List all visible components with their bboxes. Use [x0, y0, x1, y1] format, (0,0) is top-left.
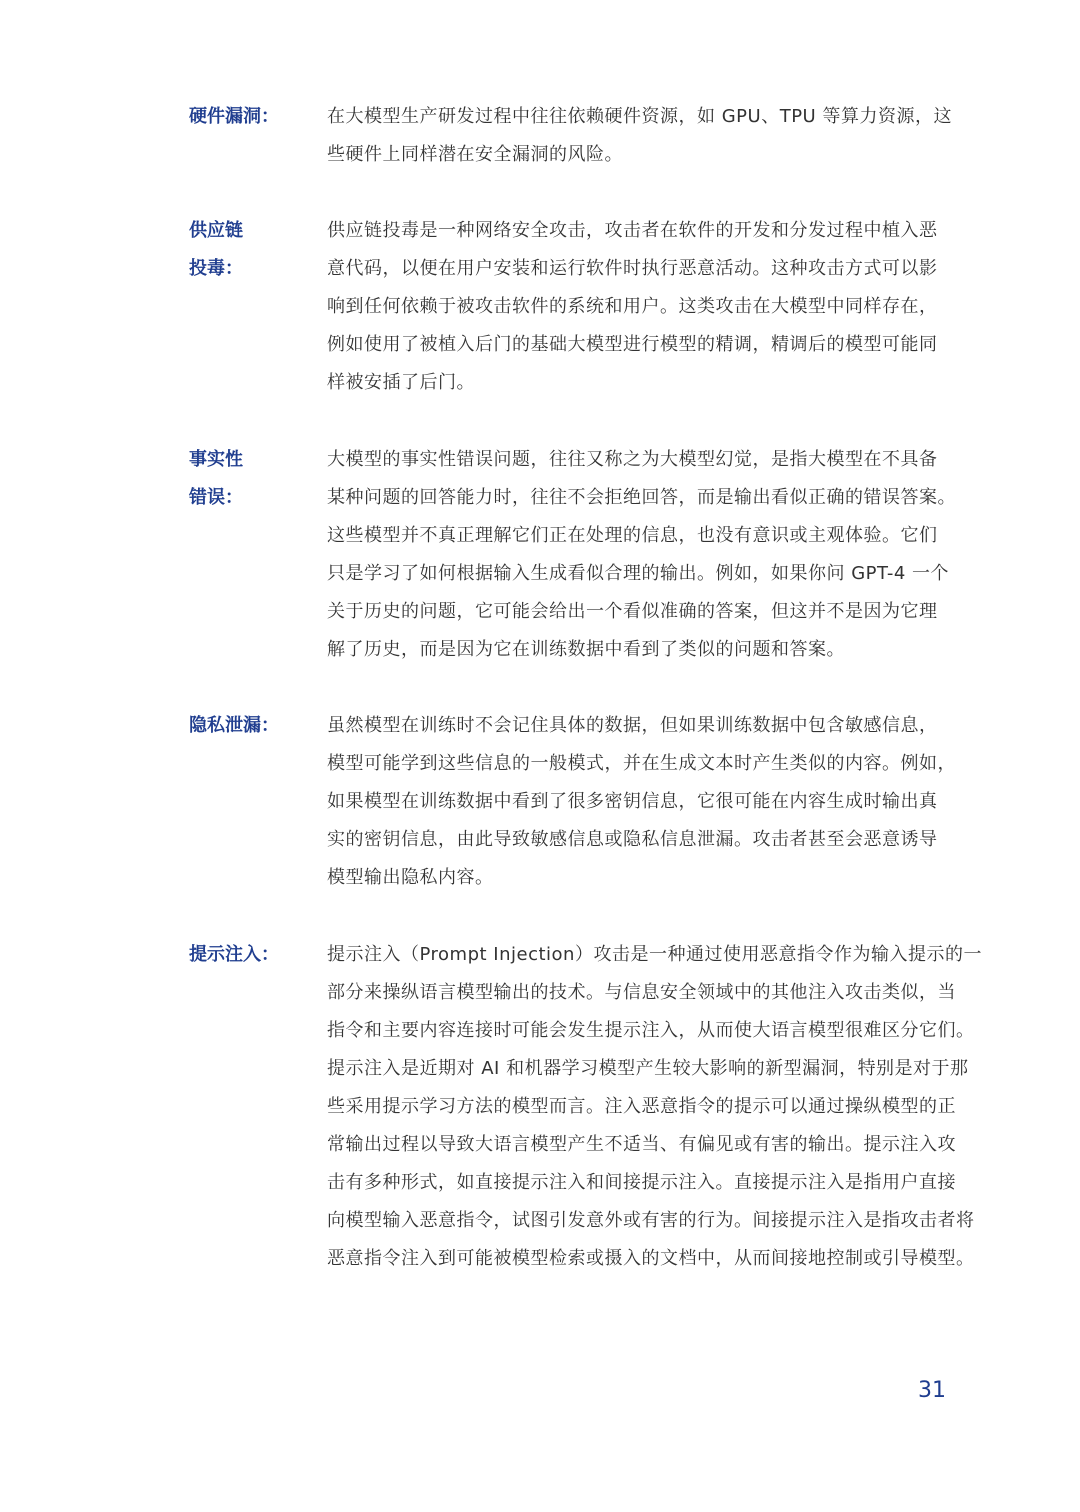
term-line: 提示注入：: [189, 944, 279, 965]
desc-line: 供应链投毒是一种网络安全攻击，攻击者在软件的开发和分发过程中植入恶: [327, 220, 938, 241]
desc-line: 响到任何依赖于被攻击软件的系统和用户。这类攻击在大模型中同样存在，: [327, 296, 938, 317]
entry-description: [327, 707, 987, 897]
desc-line: 意代码，以便在用户安装和运行软件时执行恶意活动。这种攻击方式可以影: [327, 258, 938, 279]
desc-line: 样被安插了后门。: [327, 372, 475, 393]
entry-description: [327, 441, 987, 669]
entry-term: [189, 98, 309, 136]
desc-line: 这些模型并不真正理解它们正在处理的信息，也没有意识或主观体验。它们: [327, 525, 938, 546]
term-line: 投毒：: [189, 258, 243, 279]
desc-line: 部分来操纵语言模型输出的技术。与信息安全领域中的其他注入攻击类似，当: [327, 982, 956, 1003]
desc-line: 模型输出隐私内容。: [327, 867, 494, 888]
desc-line: 常输出过程以导致大语言模型产生不适当、有偏见或有害的输出。提示注入攻: [327, 1134, 956, 1155]
desc-line: 恶意指令注入到可能被模型检索或摄入的文档中，从而间接地控制或引导模型。: [327, 1248, 975, 1269]
term-line: 事实性: [189, 449, 243, 470]
term-line: 硬件漏洞：: [189, 106, 279, 127]
desc-line: 解了历史，而是因为它在训练数据中看到了类似的问题和答案。: [327, 639, 845, 660]
page-number: 31: [918, 1378, 946, 1403]
desc-line: 在大模型生产研发过程中往往依赖硬件资源，如 GPU、TPU 等算力资源，这: [327, 106, 952, 127]
entry-term: [189, 936, 309, 974]
entry-description: [327, 936, 987, 1278]
term-line: 错误：: [189, 487, 243, 508]
entry-description: [327, 212, 987, 402]
desc-line: 些硬件上同样潜在安全漏洞的风险。: [327, 144, 623, 165]
desc-line: 如果模型在训练数据中看到了很多密钥信息，它很可能在内容生成时输出真: [327, 791, 938, 812]
entry-term: [189, 707, 309, 745]
desc-line: 击有多种形式，如直接提示注入和间接提示注入。直接提示注入是指用户直接: [327, 1172, 956, 1193]
term-line: 供应链: [189, 220, 243, 241]
entry-term: [189, 441, 309, 517]
entry-description: [327, 98, 987, 174]
desc-line: 实的密钥信息，由此导致敏感信息或隐私信息泄漏。攻击者甚至会恶意诱导: [327, 829, 938, 850]
desc-line: 提示注入是近期对 AI 和机器学习模型产生较大影响的新型漏洞，特别是对于那: [327, 1058, 969, 1079]
desc-line: 某种问题的回答能力时，往往不会拒绝回答，而是输出看似正确的错误答案。: [327, 487, 956, 508]
entry-term: [189, 212, 309, 288]
desc-line: 大模型的事实性错误问题，往往又称之为大模型幻觉，是指大模型在不具备: [327, 449, 938, 470]
term-line: 隐私泄漏：: [189, 715, 279, 736]
desc-line: 只是学习了如何根据输入生成看似合理的输出。例如，如果你问 GPT-4 一个: [327, 563, 950, 584]
desc-line: 指令和主要内容连接时可能会发生提示注入，从而使大语言模型很难区分它们。: [327, 1020, 975, 1041]
desc-line: 虽然模型在训练时不会记住具体的数据，但如果训练数据中包含敏感信息，: [327, 715, 938, 736]
desc-line: 向模型输入恶意指令，试图引发意外或有害的行为。间接提示注入是指攻击者将: [327, 1210, 975, 1231]
desc-line: 些采用提示学习方法的模型而言。注入恶意指令的提示可以通过操纵模型的正: [327, 1096, 956, 1117]
desc-line: 关于历史的问题，它可能会给出一个看似准确的答案，但这并不是因为它理: [327, 601, 938, 622]
desc-line: 例如使用了被植入后门的基础大模型进行模型的精调，精调后的模型可能同: [327, 334, 938, 355]
desc-line: 模型可能学到这些信息的一般模式，并在生成文本时产生类似的内容。例如，: [327, 753, 956, 774]
desc-line: 提示注入（Prompt Injection）攻击是一种通过使用恶意指令作为输入提示的一: [327, 944, 982, 965]
